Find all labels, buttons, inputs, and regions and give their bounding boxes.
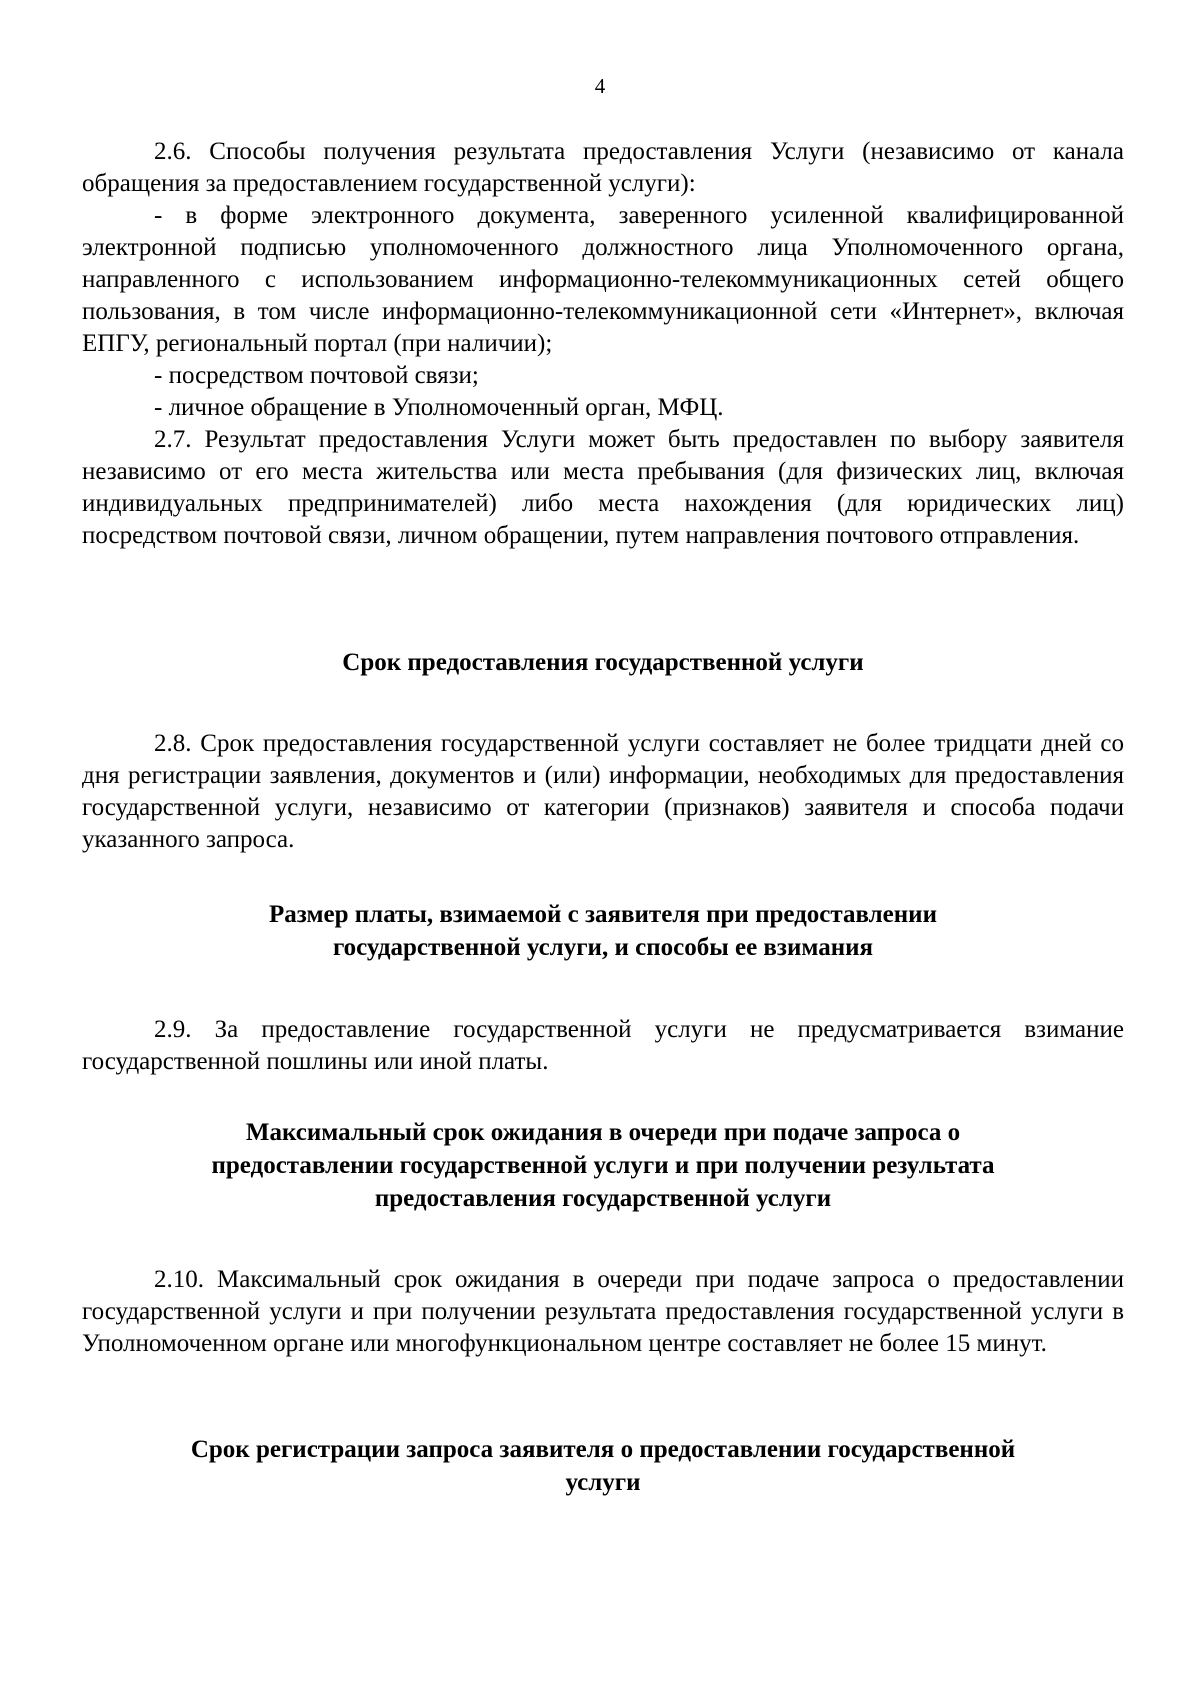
section-2-6 [82, 136, 1124, 552]
heading-queue-wait [82, 1116, 1124, 1215]
heading-fee-line-1: Размер платы, взимаемой с заявителя при предоставлении [269, 901, 937, 928]
heading-queue-line-3: предоставления государственной услуги [374, 1185, 832, 1212]
section-2-9 [82, 1014, 1124, 1078]
heading-registration-line-2: услуги [565, 1469, 641, 1496]
page-number: 4 [594, 74, 606, 98]
paragraph-2-10: 2.10. Максимальный срок ожидания в очереди при подаче запроса о предоставлении государственной услуги и при получении результата предоставления государственной услуги в Уполномоченном органе или многофункциональном центре составляет не более 15 минут. [82, 1266, 1124, 1357]
section-2-10 [82, 1264, 1124, 1360]
heading-fee-line-2: государственной услуги, и способы ее взимания [332, 934, 874, 961]
heading-registration-line-1: Срок регистрации запроса заявителя о предоставлении государственной [190, 1436, 1016, 1463]
paragraph-2-6-item-2: - посредством почтовой связи; [154, 362, 479, 389]
paragraph-2-9: 2.9. За предоставление государственной услуги не предусматривается взимание государственной пошлины или иной платы. [82, 1016, 1124, 1075]
heading-queue-line-2: предоставлении государственной услуги и при получении результата [211, 1152, 995, 1179]
paragraph-2-6-item-3: - личное обращение в Уполномоченный орган, МФЦ. [154, 394, 724, 421]
section-2-8 [82, 728, 1124, 856]
paragraph-2-6-intro: 2.6. Способы получения результата предоставления Услуги (независимо от канала обращения за предоставлением государственной услуги): [82, 138, 1124, 197]
heading-service-term: Срок предоставления государственной услуги [342, 649, 864, 676]
paragraph-2-6-item-1: - в форме электронного документа, заверенного усиленной квалифицированной электронной подписью уполномоченного должностного лица Уполномоченного органа, направленного с использованием информационно-телекоммуникационных сетей общего пользования, в том числе информационно-телекоммуникационной сети «Интернет», включая ЕПГУ, региональный портал (при наличии); [82, 202, 1124, 357]
heading-queue-line-1: Максимальный срок ожидания в очереди при подаче запроса о [245, 1119, 961, 1146]
heading-fee [82, 898, 1124, 964]
paragraph-2-8: 2.8. Срок предоставления государственной услуги составляет не более тридцати дней со дня регистрации заявления, документов и (или) информации, необходимых для предоставления государственной услуги, независимо от категории (признаков) заявителя и способа подачи указанного запроса. [82, 730, 1124, 853]
paragraph-2-7: 2.7. Результат предоставления Услуги может быть предоставлен по выбору заявителя независимо от его места жительства или места пребывания (для физических лиц, включая индивидуальных предпринимателей) либо места нахождения (для юридических лиц) посредством почтовой связи, личном обращении, путем направления почтового отправления. [82, 426, 1124, 549]
heading-registration-term [82, 1433, 1124, 1499]
